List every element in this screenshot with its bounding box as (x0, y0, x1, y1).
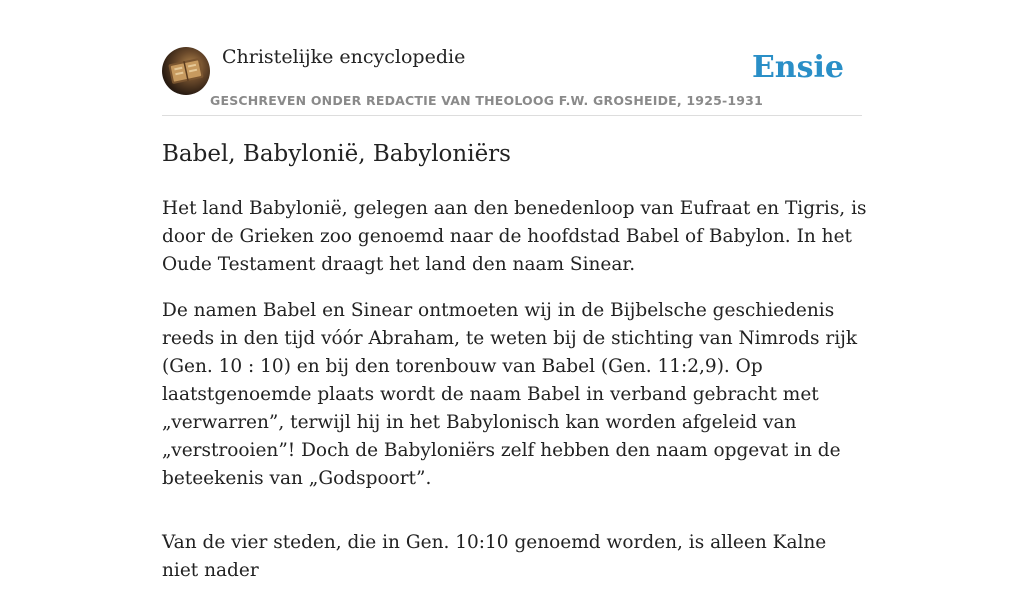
header-divider (162, 115, 862, 116)
site-title[interactable]: Christelijke encyclopedie (222, 46, 466, 68)
brand-logo[interactable]: Ensie (751, 50, 844, 85)
article-paragraph: Van de vier steden, die in Gen. 10:10 genoemd worden, is alleen Kalne niet nader (162, 532, 827, 581)
article (162, 138, 867, 603)
site-subtitle: GESCHREVEN ONDER REDACTIE VAN THEOLOOG F.W. GROSHEIDE, 1925-1931 (210, 93, 763, 108)
article-paragraph: Het land Babylonië, gelegen aan den benedenloop van Eufraat en Tigris, is door de Grieken zoo genoemd naar de hoofdstad Babel of Babylon. In het Oude Testament draagt het land den naam Sinear. (162, 198, 867, 275)
site-header (162, 44, 862, 116)
article-title: Babel, Babylonië, Babyloniërs (162, 141, 511, 167)
article-paragraph: De namen Babel en Sinear ontmoeten wij in de Bijbelsche geschiedenis reeds in den tijd vóór Abraham, te weten bij de stichting van Nimrods rijk (Gen. 10 : 10) en bij den torenbouw van Babel (Gen. 11:2,9). Op laatstgenoemde plaats wordt de naam Babel in verband gebracht met „verwarren”, terwijl hij in het Babylonisch kan worden afgeleid van „verstrooien”! Doch de Babyloniërs zelf hebben den naam opgevat in de beteekenis van „Godspoort”. (162, 300, 858, 489)
site-avatar[interactable] (162, 47, 210, 95)
book-photo-icon (162, 47, 210, 95)
